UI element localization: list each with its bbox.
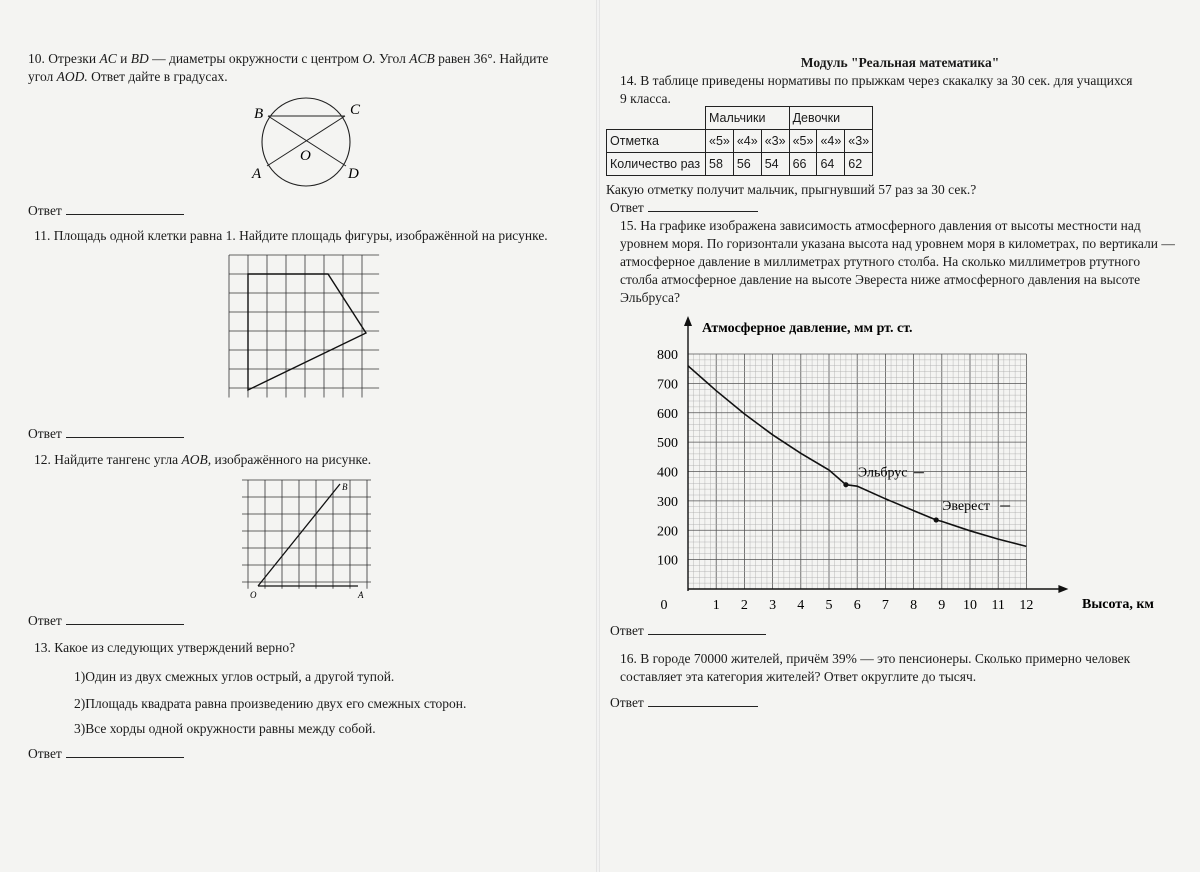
table-cell: «3» <box>845 130 873 153</box>
y-tick-label: 400 <box>657 465 678 481</box>
q12-text: 12. Найдите тангенс угла AOB, изображённого на рисунке. <box>34 452 372 467</box>
x-tick-label: 0 <box>660 598 668 613</box>
y-tick-label: 600 <box>657 406 678 422</box>
q15-text: 15. На графике изображена зависимость атмосферного давления от высоты местности над уровнем моря. По горизонтали указана высота над уровнем моря в километрах, по вертикали — атмосферное давление в миллиметрах ртутного столба. На сколько миллиметров ртутного столба атмосферное давление на высоте Эвереста ниже атмосферного давления на высоте Эльбруса? <box>620 218 1175 305</box>
annotation-label: Эльбрус <box>857 465 908 481</box>
q14-answer: Ответ <box>610 199 758 216</box>
chart-xlabel: Высота, км <box>1082 597 1154 612</box>
x-tick-label: 6 <box>853 598 861 613</box>
right-page <box>600 0 1200 872</box>
label-b: B <box>342 482 348 492</box>
label-d: D <box>348 166 359 182</box>
q13-option-2: 2)Площадь квадрата равна произведению двух его смежных сторон. <box>74 696 467 711</box>
chart-axes <box>684 316 1068 593</box>
table-label-grade: Отметка <box>607 130 706 153</box>
answer-line[interactable] <box>648 694 758 707</box>
answer-line[interactable] <box>66 612 184 625</box>
left-page <box>0 0 596 872</box>
answer-line[interactable] <box>648 199 758 212</box>
table-cell: 64 <box>817 153 845 176</box>
x-tick-label: 4 <box>797 598 805 613</box>
x-tick-label: 3 <box>769 598 777 613</box>
q14-text: 14. В таблице приведены нормативы по прыжкам через скакалку за 30 сек. для учащихся 9 класса. <box>620 73 1133 106</box>
table-label-count: Количество раз <box>607 153 706 176</box>
chart-ylabel: Атмосферное давление, мм рт. ст. <box>702 321 913 336</box>
q10-text: 10. Отрезки AC и BD — диаметры окружности с центром O. Угол ACB равен 36°. Найдите угол AOD. Ответ дайте в градусах. <box>28 51 549 84</box>
q13-option-1: 1)Один из двух смежных углов острый, а другой тупой. <box>74 669 395 684</box>
q15-answer: Ответ <box>610 622 766 639</box>
pressure-chart <box>630 312 1190 622</box>
q11-answer: Ответ <box>28 425 184 442</box>
table-cell: 66 <box>789 153 817 176</box>
q13-text: 13. Какое из следующих утверждений верно? <box>34 640 296 655</box>
label-o: O <box>250 590 257 600</box>
label-b: B <box>254 106 264 122</box>
q11-polygon <box>248 274 366 390</box>
x-tick-label: 5 <box>825 598 833 613</box>
table-header-girls: Девочки <box>789 107 873 130</box>
table-cell: «5» <box>789 130 817 153</box>
answer-line[interactable] <box>648 622 766 635</box>
answer-line[interactable] <box>66 745 184 758</box>
x-tick-label: 7 <box>881 598 889 613</box>
label-a: A <box>252 166 262 182</box>
table-cell: «5» <box>706 130 734 153</box>
q12-grid-figure <box>240 474 380 604</box>
annotation-point <box>934 517 939 522</box>
label-a: A <box>358 590 364 600</box>
table-cell: «4» <box>733 130 761 153</box>
q11-text: 11. Площадь одной клетки равна 1. Найдите площадь фигуры, изображённой на рисунке. <box>34 228 548 243</box>
q13-option-3: 3)Все хорды одной окружности равны между собой. <box>74 721 376 736</box>
x-tick-label: 8 <box>910 598 918 613</box>
q12-answer: Ответ <box>28 612 184 629</box>
q14-question: Какую отметку получит мальчик, прыгнувший 57 раз за 30 сек.? <box>606 182 977 197</box>
answer-line[interactable] <box>66 202 184 215</box>
x-tick-label: 10 <box>963 598 977 613</box>
x-tick-label: 2 <box>740 598 748 613</box>
q16-text: 16. В городе 70000 жителей, причём 39% — это пенсионеры. Сколько примерно человек составляет эта категория жителей? Ответ округлите до тысяч. <box>620 651 1131 684</box>
annotation-point <box>843 482 848 487</box>
table-cell: 56 <box>733 153 761 176</box>
table-cell: «4» <box>817 130 845 153</box>
y-tick-label: 300 <box>657 494 678 510</box>
x-tick-label: 9 <box>938 598 946 613</box>
y-tick-label: 100 <box>657 553 678 569</box>
q11-grid-figure <box>228 254 380 398</box>
circle-shape <box>262 98 350 186</box>
q10-answer: Ответ <box>28 202 184 219</box>
module-title: Модуль "Реальная математика" <box>800 55 1000 70</box>
y-tick-label: 800 <box>657 348 678 363</box>
table-header-boys: Мальчики <box>706 107 790 130</box>
y-tick-label: 700 <box>657 377 678 393</box>
table-cell: «3» <box>761 130 789 153</box>
q16-answer: Ответ <box>610 694 758 711</box>
x-tick-label: 11 <box>991 598 1005 613</box>
label-c: C <box>350 102 361 118</box>
table-cell: 58 <box>706 153 734 176</box>
answer-line[interactable] <box>66 425 184 438</box>
x-tick-label: 1 <box>712 598 720 613</box>
annotation-label: Эверест <box>942 498 991 514</box>
y-tick-label: 500 <box>657 436 678 452</box>
y-tick-label: 200 <box>657 524 678 540</box>
table-cell: 54 <box>761 153 789 176</box>
q10-circle-figure <box>240 92 380 192</box>
label-o: O <box>300 148 311 164</box>
table-cell: 62 <box>845 153 873 176</box>
x-tick-label: 12 <box>1019 598 1034 613</box>
q13-answer: Ответ <box>28 745 184 762</box>
norms-table <box>606 106 873 176</box>
